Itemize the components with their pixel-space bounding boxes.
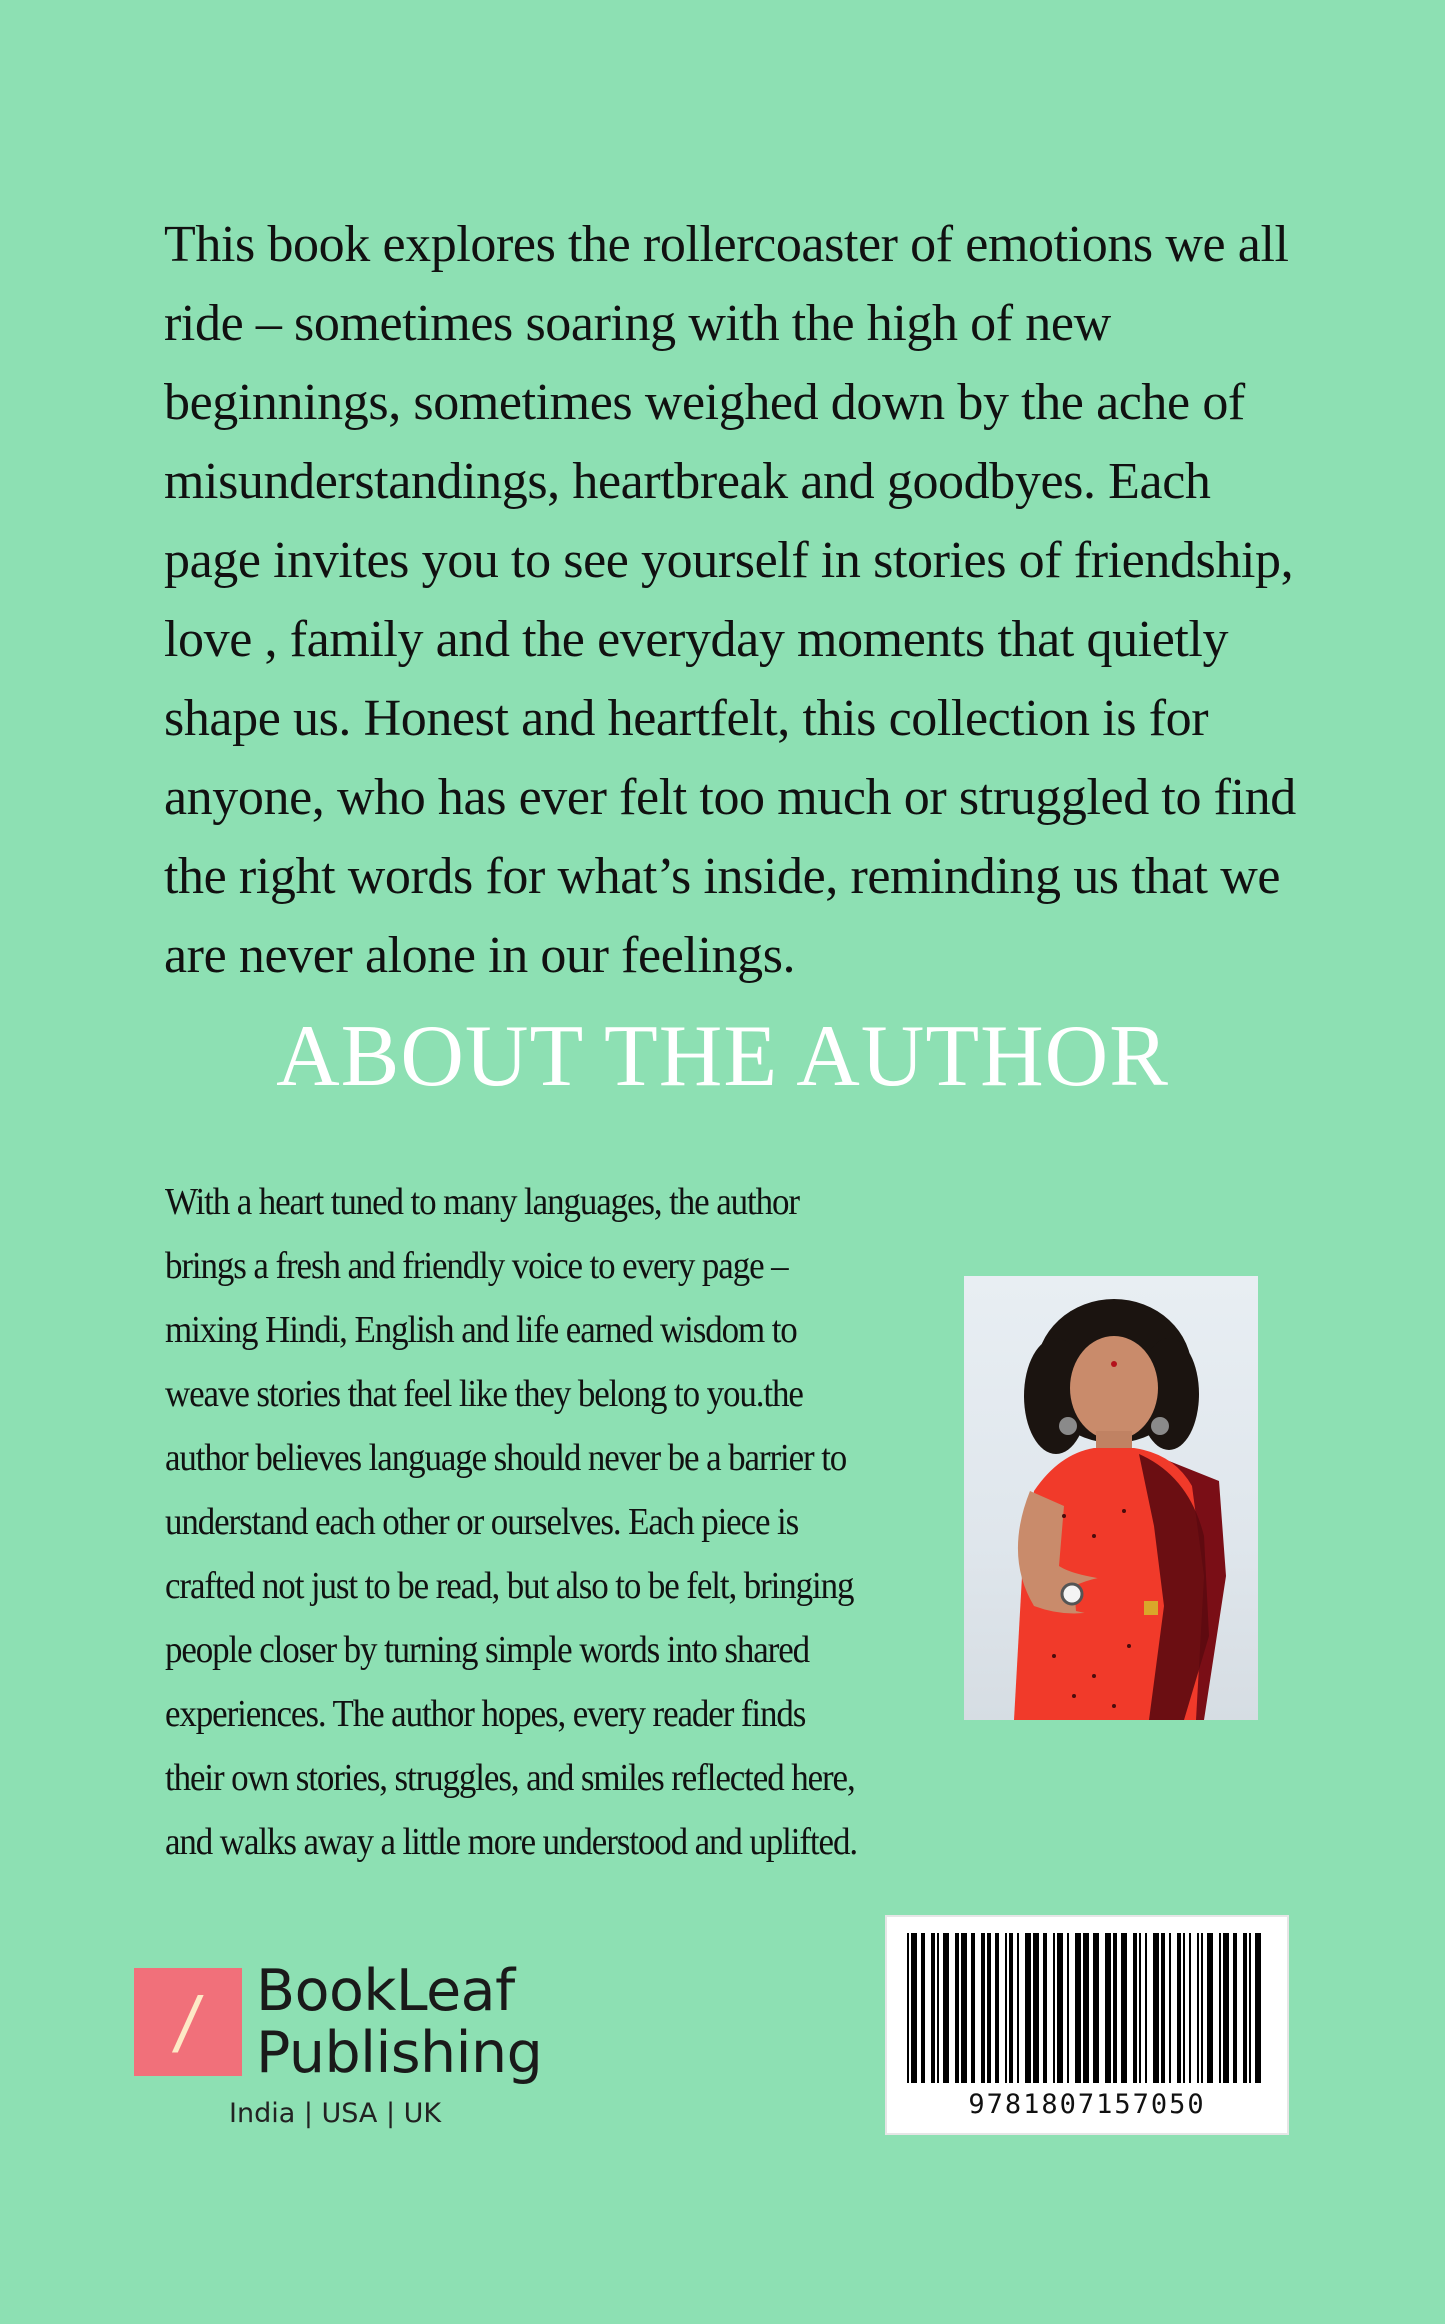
author-bio: With a heart tuned to many languages, the author brings a fresh and friendly voice to every page – mixing Hindi, English and life earned wisdom to weave stories that feel like they belong to you.the author believes language should never be a barrier to understand each other or ourselves. Each piece is crafted not just to be read, but also to be felt, bringing people closer by turning simple words into shared experiences. The author hopes, every reader finds their own stories, struggles, and smiles reflected here, and walks away a little more understood and uplifted. — [165, 1181, 857, 1863]
barcode-bar — [921, 1933, 925, 2083]
barcode-bar — [961, 1933, 967, 2083]
barcode-bar — [1067, 1933, 1069, 2083]
publisher-regions: India | USA | UK — [229, 2098, 442, 2129]
barcode-bar — [1233, 1933, 1237, 2083]
barcode-bar — [1243, 1933, 1247, 2083]
barcode-bar — [1121, 1933, 1127, 2083]
barcode-bar — [931, 1933, 935, 2083]
barcode-bar — [1139, 1933, 1141, 2083]
slash-logo-icon — [134, 1968, 242, 2076]
barcode-bar — [1145, 1933, 1147, 2083]
barcode-bar — [1219, 1933, 1221, 2083]
barcode-bar — [1177, 1933, 1181, 2083]
barcode-bar — [955, 1933, 959, 2083]
isbn-number: 9781807157050 — [968, 2089, 1206, 2120]
barcode-bar — [1223, 1933, 1229, 2083]
barcode-bar — [1075, 1933, 1081, 2083]
barcode-bar — [1201, 1933, 1203, 2083]
barcode-bar — [1133, 1933, 1137, 2083]
author-photo — [964, 1276, 1258, 1720]
barcode-bar — [1113, 1933, 1117, 2083]
logo-mark: / — [170, 1981, 206, 2063]
barcode-bar — [1161, 1933, 1165, 2083]
barcode-bar — [1255, 1933, 1261, 2083]
barcode-bar — [1083, 1933, 1089, 2083]
barcode-bar — [937, 1933, 939, 2083]
barcode-bar — [911, 1933, 917, 2083]
barcode-bar — [1207, 1933, 1213, 2083]
isbn-barcode — [885, 1915, 1289, 2135]
barcode-bar — [1005, 1933, 1007, 2083]
barcode-bar — [987, 1933, 991, 2083]
back-cover-blurb: This book explores the rollercoaster of emotions we all ride – sometimes soaring with the high of new beginnings, sometimes weighed down by the ache of misunderstandings, heartbreak and goodbyes. Each page invites you to see yourself in stories of friendship, love , family and the everyday moments that quietly shape us. Honest and heartfelt, this collection is for anyone, who has ever felt too much or struggled to find the right words for what’s inside, reminding us that we are never alone in our feelings. — [164, 216, 1296, 984]
barcode-bar — [907, 1933, 909, 2083]
barcode-bars — [903, 1933, 1273, 2083]
barcode-bar — [981, 1933, 985, 2083]
barcode-bar — [1043, 1933, 1047, 2083]
publisher-name-line1: BookLeaf — [256, 1958, 515, 2024]
barcode-bar — [1009, 1933, 1013, 2083]
barcode-bar — [943, 1933, 949, 2083]
barcode-bar — [971, 1933, 975, 2083]
barcode-bar — [1249, 1933, 1251, 2083]
barcode-bar — [1105, 1933, 1111, 2083]
barcode-bar — [1025, 1933, 1031, 2083]
barcode-bar — [1183, 1933, 1185, 2083]
barcode-bar — [1033, 1933, 1039, 2083]
barcode-bar — [1153, 1933, 1159, 2083]
publisher-name — [256, 1960, 576, 2084]
barcode-bar — [1169, 1933, 1171, 2083]
barcode-bar — [1053, 1933, 1055, 2083]
publisher-name-line2: Publishing — [256, 2020, 543, 2086]
barcode-bar — [1017, 1933, 1019, 2083]
barcode-bar — [995, 1933, 999, 2083]
barcode-bar — [1057, 1933, 1063, 2083]
publisher-logo — [134, 1960, 554, 2130]
about-author-heading: ABOUT THE AUTHOR — [276, 1008, 1169, 1105]
barcode-bar — [1197, 1933, 1199, 2083]
barcode-bar — [1093, 1933, 1099, 2083]
barcode-bar — [1189, 1933, 1191, 2083]
